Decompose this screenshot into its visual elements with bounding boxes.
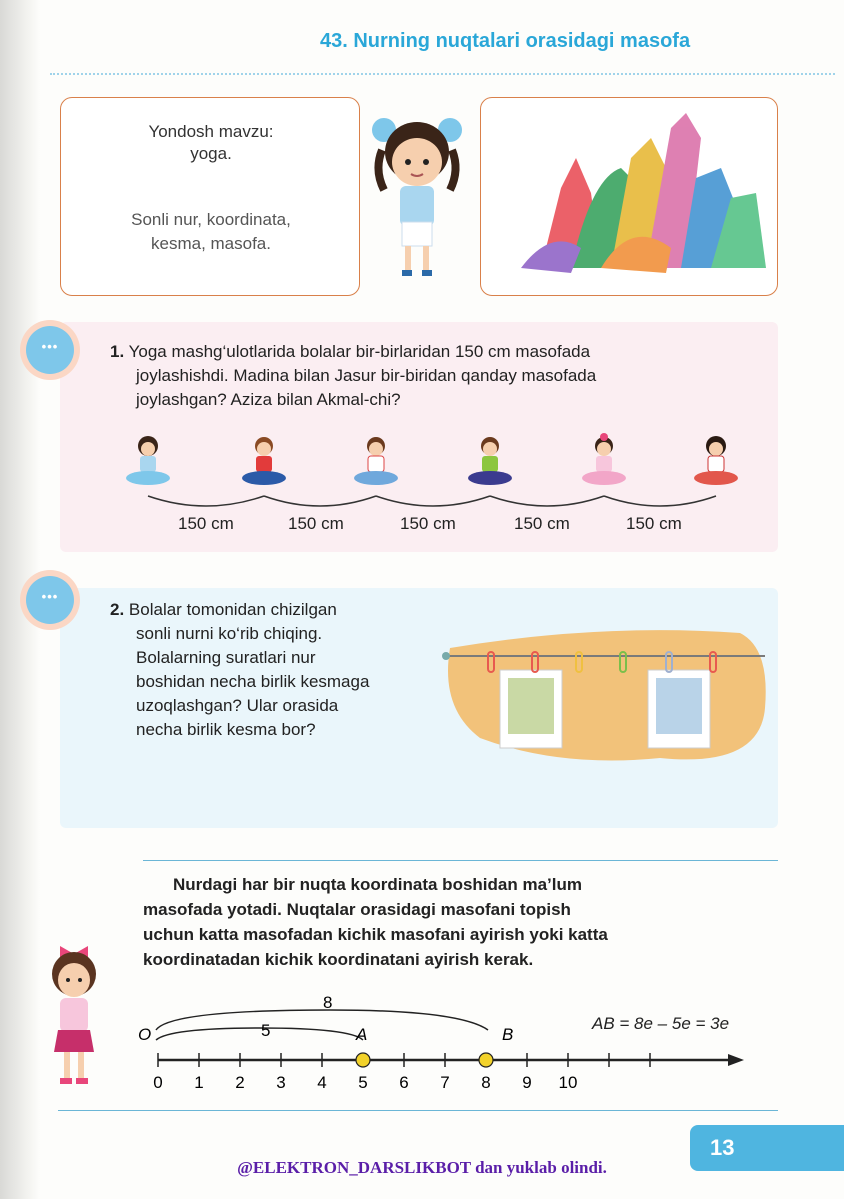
yoga-silhouettes-image [480, 97, 778, 296]
task-2-line-4: boshidan necha birlik kesmaga [136, 672, 370, 691]
tick-label: 2 [235, 1073, 245, 1092]
girl-illustration [30, 940, 110, 1090]
point-a-marker [356, 1053, 370, 1067]
tick-label: 8 [481, 1073, 491, 1092]
rule-top-divider [143, 860, 778, 861]
tick-label: 6 [399, 1073, 409, 1092]
topic-keywords-line-1: Sonli nur, koordinata, [131, 210, 291, 229]
task-2-text [110, 598, 337, 622]
child-yoga-figure [686, 432, 746, 492]
tick-label: 7 [440, 1073, 450, 1092]
distance-label: 150 cm [514, 514, 570, 533]
speech-bubble-icon: ••• [26, 326, 74, 374]
rule-line-1: Nurdagi har bir nuqta koordinata boshidan ma’lum [173, 875, 582, 894]
task-1-line-1: Yoga mashg‘ulotlarida bolalar bir-birlaridan 150 cm masofada [128, 342, 591, 361]
footer-download-note: @ELEKTRON_DARSLIKBOT dan yuklab olindi. [237, 1158, 607, 1177]
task-2-line-5: uzoqlashgan? Ular orasida [136, 696, 339, 715]
arc-short-label: 5 [261, 1021, 271, 1040]
tick-label: 0 [153, 1073, 163, 1092]
distance-label: 150 cm [178, 514, 234, 533]
distance-label: 150 cm [626, 514, 682, 533]
arc-long-label: 8 [323, 993, 333, 1012]
page-title: 43. Nurning nuqtalari orasidagi masofa [320, 30, 691, 52]
task-2-line-1: Bolalar tomonidan chizilgan [128, 600, 337, 619]
distance-formula: AB = 8e – 5e = 3e [592, 1014, 730, 1033]
child-yoga-figure [346, 432, 406, 492]
girl-illustration [362, 110, 472, 280]
task-1-line-2: joylashishdi. Madina bilan Jasur bir-biridan qanday masofada [136, 366, 597, 385]
distance-label: 150 cm [400, 514, 456, 533]
page-number: 13 [710, 1135, 735, 1160]
rule-line-2: masofada yotadi. Nuqtalar orasidagi masofani topish [143, 900, 571, 919]
topic-value: yoga. [190, 144, 232, 163]
task-2-number: 2. [110, 600, 125, 619]
child-yoga-figure [118, 432, 178, 492]
topic-label: Yondosh mavzu: [148, 122, 274, 141]
title-divider [50, 73, 835, 75]
rule-line-4: koordinatadan kichik koordinatani ayirish kerak. [143, 950, 534, 969]
arc-ob [156, 1010, 488, 1030]
bottom-divider [58, 1110, 778, 1111]
tick-label: 1 [194, 1073, 204, 1092]
number-line-diagram [130, 990, 770, 1100]
task-1-text [110, 340, 590, 364]
tick-label: 10 [558, 1073, 578, 1092]
point-a-label: A [356, 1025, 368, 1044]
ray-arrowhead [728, 1054, 744, 1066]
task-1-line-3: joylashgan? Aziza bilan Akmal-chi? [136, 390, 401, 409]
related-topic-box [60, 97, 360, 296]
tick-label: 4 [317, 1073, 327, 1092]
topic-keywords-line-2: kesma, masofa. [151, 234, 271, 253]
point-b-label: B [502, 1025, 514, 1044]
distance-label: 150 cm [288, 514, 344, 533]
child-yoga-figure [460, 432, 520, 492]
corkboard-photos-illustration [440, 618, 770, 768]
arc-oa [156, 1028, 363, 1040]
task-2-line-6: necha birlik kesma bor? [136, 720, 316, 739]
origin-label: O [138, 1025, 152, 1044]
task-2-line-3: Bolalarning suratlari nur [136, 648, 316, 667]
child-yoga-figure [574, 432, 634, 492]
rule-text [143, 872, 743, 972]
tick-label: 5 [358, 1073, 368, 1092]
speech-bubble-icon: ••• [26, 576, 74, 624]
child-yoga-figure [234, 432, 294, 492]
task-1-number: 1. [110, 342, 125, 361]
rule-line-3: uchun katta masofadan kichik masofani ayirish yoki katta [143, 925, 608, 944]
tick-label: 9 [522, 1073, 532, 1092]
task-2-line-2: sonli nurni ko‘rib chiqing. [136, 624, 323, 643]
point-b-marker [479, 1053, 493, 1067]
tick-label: 3 [276, 1073, 286, 1092]
